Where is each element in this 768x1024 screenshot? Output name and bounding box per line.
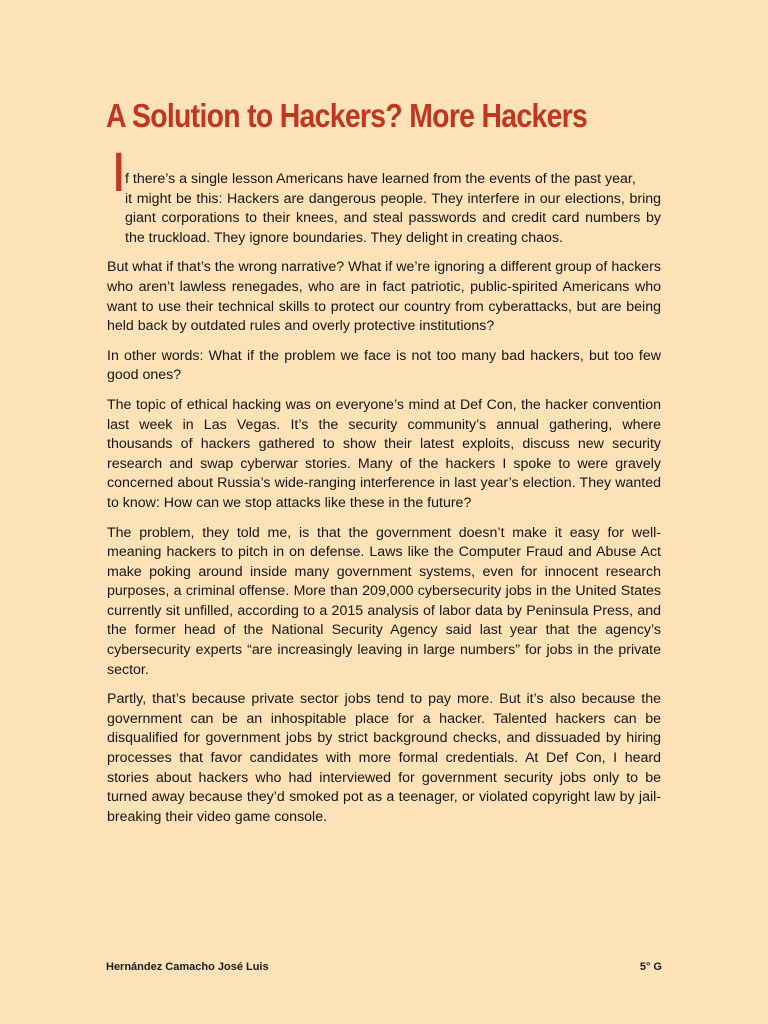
paragraph-1-text: it might be this: Hackers are dangerous people. They interfere in our elections, bring giant corporations to their knees, and steal passwords and credit card numbers by the truckload. They ignore boundaries. They delight in creating chaos. xyxy=(125,190,661,246)
footer-group: 5° G xyxy=(639,961,662,973)
paragraph-1-first-line: f there’s a single lesson Americans have learned from the events of the past year, xyxy=(125,171,636,187)
drop-cap: I xyxy=(111,140,127,203)
paragraph-4: The topic of ethical hacking was on everyone’s mind at Def Con, the hacker convention last week in Las Vegas. It’s the security community’s annual gathering, where thousands of hackers gathered to show their latest exploits, discuss new security research and swap cyberwar stories. Many of the hackers I spoke to were gravely concerned about Russia’s wide-ranging interference in last year’s election. They wanted to know: How can we stop attacks like these in the future? xyxy=(107,396,661,511)
article-title: A Solution to Hackers? More Hackers xyxy=(106,97,588,134)
paragraph-2: But what if that’s the wrong narrative? What if we’re ignoring a different group of hackers who aren’t lawless renegades, who are in fact patriotic, public-spirited Americans who want to use their technical skills to protect our country from cyberattacks, but are being held back by outdated rules and overly protective institutions? xyxy=(107,259,661,335)
footer-author-name: Hernández Camacho José Luis xyxy=(106,961,269,973)
paragraph-1 xyxy=(107,140,661,248)
paragraph-5: The problem, they told me, is that the government doesn’t make it easy for well-meaning hackers to pitch in on defense. Laws like the Computer Fraud and Abuse Act make poking around inside many government systems, even for innocent research purposes, a criminal offense. More than 209,000 cybersecurity jobs in the United States currently sit unfilled, according to a 2015 analysis of labor data by Peninsula Press, and the former head of the National Security Agency said last year that the agency’s cybersecurity experts “are increasingly leaving in large numbers” for jobs in the private sector. xyxy=(107,524,661,678)
article-body xyxy=(107,140,661,837)
paragraph-3: In other words: What if the problem we face is not too many bad hackers, but too few good ones? xyxy=(107,347,661,384)
paragraph-6: Partly, that’s because private sector jobs tend to pay more. But it’s also because the government can be an inhospitable place for a hacker. Talented hackers can be disqualified for government jobs by strict background checks, and dissuaded by hiring processes that favor candidates with more formal credentials. At Def Con, I heard stories about hackers who had interviewed for government security jobs only to be turned away because they’d smoked pot as a teenager, or violated copyright law by jail-breaking their video game console. xyxy=(107,691,661,825)
